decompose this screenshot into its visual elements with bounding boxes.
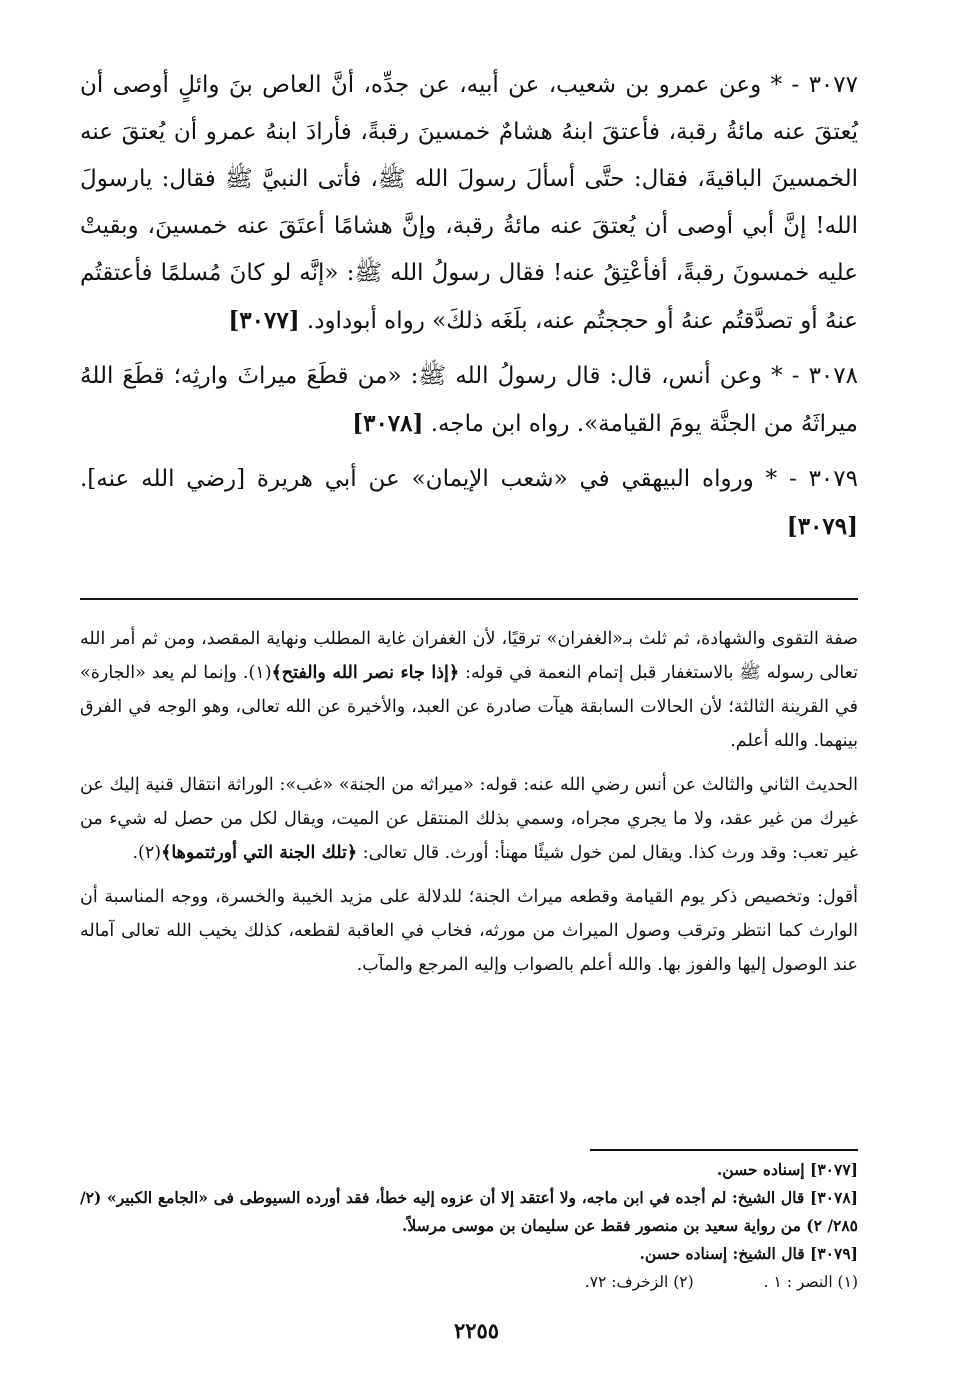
quran-references <box>80 1268 858 1296</box>
page-number: ٢٢٥٥ <box>453 1318 500 1343</box>
commentary-text: (١). وإنما لم يعد «الجارة» في القرينة الثالثة؛ لأن الحالات السابقة هيآت صادرة عن العبد، والأخيرة عن الله تعالى، وهو الوجه في الفرق بينهما. والله أعلم. <box>80 663 858 751</box>
hadith-3077 <box>80 62 858 345</box>
commentary-text: (٢). <box>132 843 162 863</box>
footnote-separator <box>590 1149 858 1151</box>
hadith-section <box>80 62 858 559</box>
commentary-text: صفة التقوى والشهادة، ثم ثلث بـ«الغفران» ترقيًا، لأن الغفران غاية المطلب ونهاية المقصد، ومن ثم أمر الله تعالى رسوله ﷺ بالاستغفار قبل إتمام النعمة في قوله: <box>80 629 858 683</box>
hadith-3078 <box>80 353 858 448</box>
footnote-3077: [٣٠٧٧] إسناده حسن. <box>716 1160 858 1179</box>
hadith-text: ٣٠٧٩ - * ورواه البيهقي في «شعب الإيمان» عن أبي هريرة [رضي الله عنه]. <box>80 466 858 492</box>
commentary-paragraph-3: أقول: وتخصيص ذكر يوم القيامة وقطعه ميراث الجنة؛ للدلالة على مزيد الخيبة والخسرة، ووجه المناسبة أن الوارث كما انتظر وترقب وصول الميراث من مورثه، فخاب في العاقبة لقطعه، كذلك يخيب الله تعالى آماله عند الوصول إليها والفوز بها. والله أعلم بالصواب وإليه المرجع والمآب. <box>80 887 858 975</box>
hadith-text: ٣٠٧٨ - * وعن أنس، قال: قال رسولُ الله ﷺ: «من قطَعَ ميراثَ وارثِه؛ قطَعَ اللهُ ميراثَهُ من الجنَّة يومَ القيامة». رواه ابن ماجه. <box>80 363 858 437</box>
hadith-text: ٣٠٧٧ - * وعن عمرو بن شعيب، عن أبيه، عن جدِّه، أنَّ العاص بنَ وائلٍ أوصى أن يُعتقَ عنه مائةُ رقبة، فأعتقَ ابنهُ هشامٌ خمسينَ رقبةً، فأرادَ ابنهُ عمرو أن يُعتقَ عنه الخمسينَ الباقيةَ، فقال: حتَّى أسألَ رسولَ الله ﷺ، فأتى النبيَّ ﷺ فقال: يارسولَ الله! إنَّ أبي أوصى أن يُعتقَ عنه مائةُ رقبة، وإنَّ هشامًا أعتَقَ عنه خمسينَ، وبقيتْ عليه خمسونَ رقبةً، أفأعْتِقُ عنه! فقال رسولُ الله ﷺ: «إنَّه لو كانَ مُسلمًا فأعتقتُم عنهُ أو تصدَّقتُم عنهُ أو حججتُم عنه، بلَغَه ذلكَ» رواه أبوداود. <box>80 72 858 334</box>
hadith-reference: [٣٠٧٩] <box>786 513 858 540</box>
commentary-paragraph-1 <box>80 622 858 758</box>
quran-reference-1: (١) النصر : ١ . <box>763 1273 858 1291</box>
quran-quote: ﴿تلك الجنة التي أورثتموها﴾ <box>161 843 358 863</box>
quran-quote: ﴿إذا جاء نصر الله والفتح﴾ <box>271 663 460 683</box>
footnote-3078: [٣٠٧٨] قال الشيخ: لم أجده في ابن ماجه، ولا أعتقد إلا أن عزوه إليه خطأ، فقد أورده السيوطى فى «الجامع الكبير» (٢/ ٢٨٥/ ٢) من رواية سعيد بن منصور فقط عن سليمان بن موسى مرسلاً. <box>80 1188 858 1235</box>
commentary-section <box>80 622 858 992</box>
footnote-3079: [٣٠٧٩] قال الشيخ: إسناده حسن. <box>639 1244 858 1263</box>
main-separator <box>80 598 858 600</box>
hadith-3079 <box>80 456 858 551</box>
commentary-text: الحديث الثاني والثالث عن أنس رضي الله عنه: قوله: «ميراثه من الجنة» «غب»: الوراثة انتقال قنية إليك عن غيرك من غير عقد، ولا ما يجري مجراه، وسمي بذلك المنتقل عن الميت، ويقال لكل من حصل له شيء من غير تعب: وقد ورث كذا. ويقال لمن خول شيئًا مهنأ: أورث. قال تعالى: <box>80 775 858 863</box>
hadith-reference: [٣٠٧٨] <box>352 410 424 437</box>
quran-reference-2: (٢) الزخرف: ٧٢. <box>584 1273 694 1291</box>
commentary-paragraph-2 <box>80 768 858 870</box>
footnotes-section <box>80 1156 858 1296</box>
hadith-reference: [٣٠٧٧] <box>228 307 300 334</box>
